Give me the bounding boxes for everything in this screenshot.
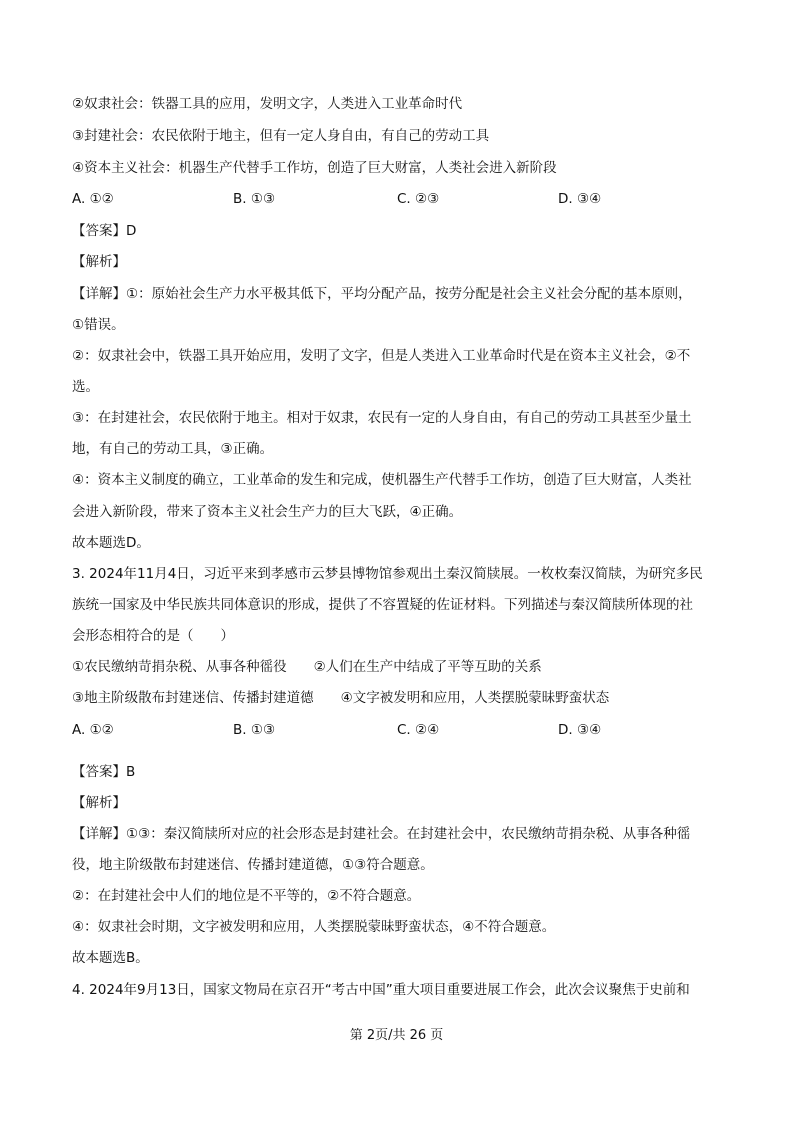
q2-item-3: ③封建社会：农民依附于地主，但有一定人身自由，有自己的劳动工具	[72, 128, 490, 144]
q2-detail-line: ②：奴隶社会中，铁器工具开始应用，发明了文字，但是人类进入工业革命时代是在资本主义社会，②不	[72, 348, 691, 364]
q2-option-b: B. ①③	[233, 191, 276, 207]
q2-detail-line: 选。	[72, 379, 99, 395]
q3-stem-line: 3. 2024年11月4日，习近平来到孝感市云梦县博物馆参观出土秦汉简牍展。一枚枚秦汉简牍，为研究多民	[72, 566, 703, 582]
q3-option-b: B. ①③	[233, 722, 276, 738]
q3-detail-line: 役，地主阶级散布封建迷信、传播封建道德，①③符合题意。	[72, 857, 434, 873]
q2-detail-line: ④：资本主义制度的确立，工业革命的发生和完成，使机器生产代替手工作坊，创造了巨大财富，人类社	[72, 472, 692, 488]
q2-detail-line: 【详解】①：原始社会生产力水平极其低下，平均分配产品，按劳分配是社会主义社会分配的基本原则，	[72, 286, 692, 302]
q3-answer: 【答案】B	[72, 764, 136, 780]
q3-analysis-label: 【解析】	[72, 795, 126, 811]
q3-detail-line: ④：奴隶社会时期，文字被发明和应用，人类摆脱蒙昧野蛮状态，④不符合题意。	[72, 919, 556, 935]
q3-conclusion: 故本题选B。	[72, 950, 149, 966]
q3-stem-line: 会形态相符合的是（ ）	[72, 628, 234, 644]
q2-detail-line: 地，有自己的劳动工具，③正确。	[72, 441, 274, 457]
q2-conclusion: 故本题选D。	[72, 535, 150, 551]
q3-items-line: ①农民缴纳苛捐杂税、从事各种徭役 ②人们在生产中结成了平等互助的关系	[72, 659, 542, 675]
q3-items-line: ③地主阶级散布封建迷信、传播封建道德 ④文字被发明和应用，人类摆脱蒙昧野蛮状态	[72, 690, 610, 706]
q2-item-2: ②奴隶社会：铁器工具的应用，发明文字，人类进入工业革命时代	[72, 96, 463, 112]
q2-item-4: ④资本主义社会：机器生产代替手工作坊，创造了巨大财富，人类社会进入新阶段	[72, 160, 557, 176]
q4-stem-line: 4. 2024年9月13日，国家文物局在京召开“考古中国”重大项目重要进展工作会，此次会议聚焦于史前和	[72, 982, 690, 998]
q2-detail-line: ③：在封建社会，农民依附于地主。相对于奴隶，农民有一定的人身自由，有自己的劳动工具甚至少量土	[72, 410, 692, 426]
q3-detail-line: 【详解】①③：秦汉简牍所对应的社会形态是封建社会。在封建社会中，农民缴纳苛捐杂税、从事各种徭	[72, 826, 691, 842]
q2-detail-line: ①错误。	[72, 317, 125, 333]
q2-detail-line: 会进入新阶段，带来了资本主义社会生产力的巨大飞跃，④正确。	[72, 504, 463, 520]
q2-answer: 【答案】D	[72, 223, 137, 239]
q2-analysis-label: 【解析】	[72, 254, 126, 270]
q2-option-c: C. ②③	[397, 191, 440, 207]
q3-stem-line: 族统一国家及中华民族共同体意识的形成，提供了不容置疑的佐证材料。下列描述与秦汉简牍所体现的社	[72, 597, 693, 613]
q3-option-d: D. ③④	[558, 722, 602, 738]
page-number: 第 2页/共 26 页	[349, 1028, 444, 1043]
q3-option-c: C. ②④	[397, 722, 440, 738]
q2-option-a: A. ①②	[72, 191, 114, 207]
q2-option-d: D. ③④	[558, 191, 602, 207]
q3-option-a: A. ①②	[72, 722, 114, 738]
q3-detail-line: ②：在封建社会中人们的地位是不平等的，②不符合题意。	[72, 888, 421, 904]
